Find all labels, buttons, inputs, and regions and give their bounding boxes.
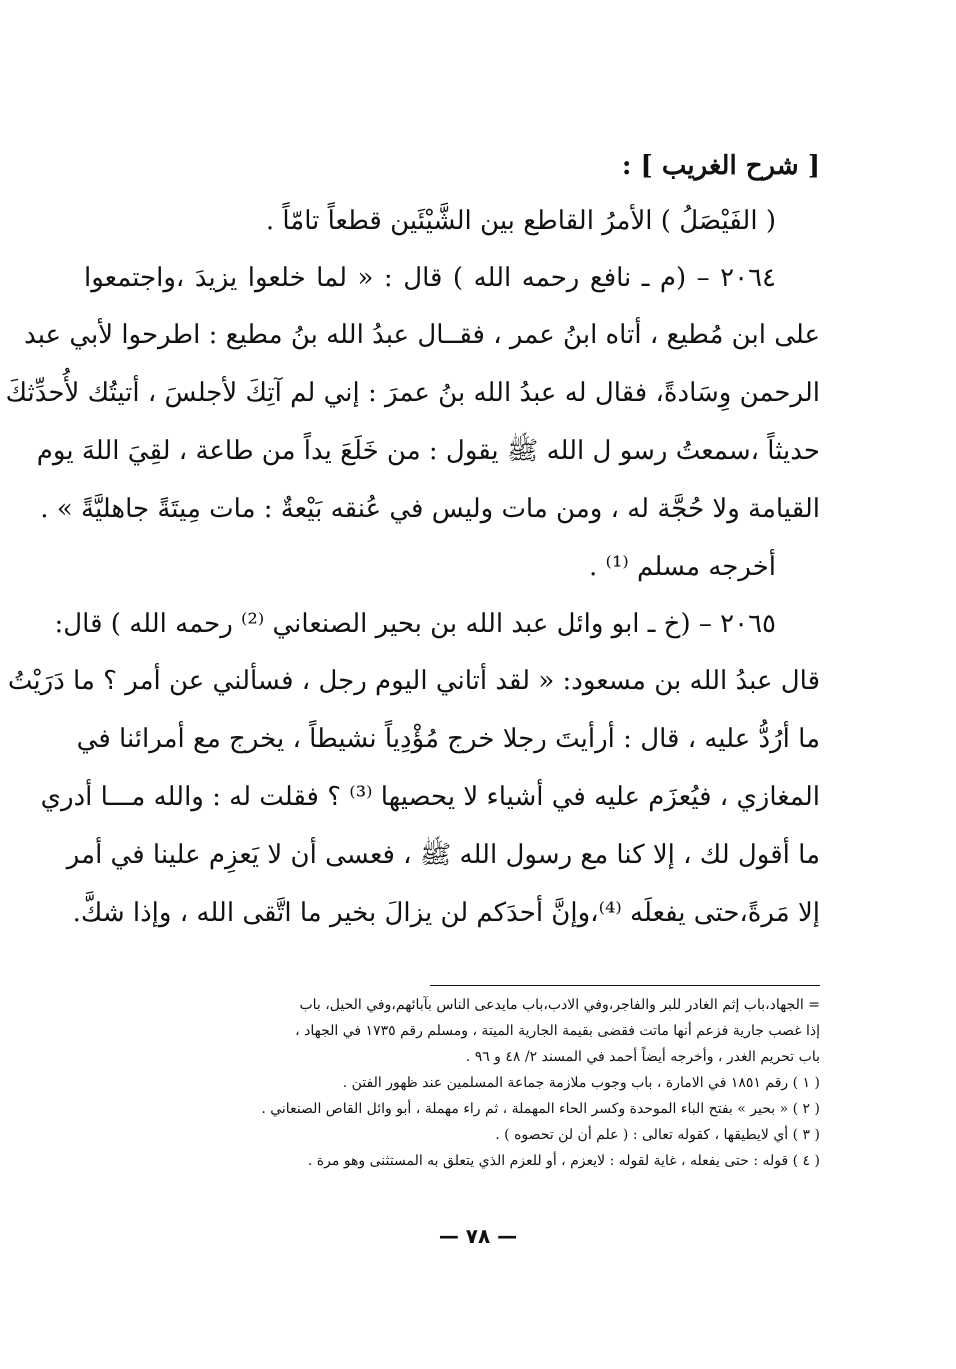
hadith-2065-line-2: قال عبدُ الله بن مسعود: « لقد أتاني اليوم رجل ، فسألني عن أمر ؟ ما دَرَيْتُ <box>7 666 820 696</box>
gloss-definition: ( الفَيْصَلُ ) الأمرُ القاطع بين الشَّيْئَين قطعاً تامّاً . <box>265 206 776 236</box>
footnote-2: ( ٢ ) « بحير » بفتح الباء الموحدة وكسر الحاء المهملة ، ثم راء مهملة ، أبو وائل القاص الصنعاني . <box>261 1101 820 1117</box>
main-text <box>5 140 820 942</box>
footnote-continuation-3: باب تحريم الغدر ، وأخرجه أيضاً أحمد في المسند ٢/ ٤٨ و ٩٦ . <box>465 1049 820 1065</box>
hadith-2064 <box>5 250 820 596</box>
footnote-continuation-2: إذا غصب جارية فزعم أنها ماتت فقضى بقيمة الجارية الميتة ، ومسلم رقم ١٧٣٥ في الجهاد ، <box>295 1023 820 1039</box>
hadith-2065-line-3: ما أرُدُّ عليه ، قال : أرأيتَ رجلا خرج مُؤْدِياً نشيطاً ، يخرج مع أمرائنا في <box>76 724 820 754</box>
hadith-2064-source: أخرجه مسلم ⁽¹⁾ . <box>589 552 776 582</box>
footnotes <box>130 992 820 1174</box>
page-number: — ٧٨ — <box>438 1224 518 1248</box>
hadith-2064-line-2: على ابن مُطيع ، أتاه ابنُ عمر ، فقــال عبدُ الله بنُ مطيع : اطرحوا لأبي عبد <box>24 320 820 350</box>
footnote-1: ( ١ ) رقم ١٨٥١ في الامارة ، باب وجوب ملازمة جماعة المسلمين عند ظهور الفتن . <box>342 1075 820 1091</box>
hadith-2065-line-4: المغازي ، فيُعزَم عليه في أشياء لا يحصيها ⁽³⁾ ؟ فقلت له : والله مـــا أدري <box>40 782 820 812</box>
hadith-2065-line-1: ٢٠٦٥ – (خ ـ ابو وائل عبد الله بن بحير الصنعاني ⁽²⁾ رحمه الله ) قال: <box>54 609 776 639</box>
gloss-heading: [ شرح الغريب ] : <box>621 151 820 181</box>
footnote-3: ( ٣ ) أي لايطيقها ، كقوله تعالى : ( علم أن لن تحصوه ) . <box>495 1127 820 1143</box>
footnote-continuation-1: = الجهاد،باب إثم الغادر للبر والفاجر،وفي الادب،باب مايدعى الناس بآبائهم،وفي الحيل، باب <box>299 997 820 1013</box>
footnote-4: ( ٤ ) قوله : حتى يفعله ، غاية لقوله : لايعزم ، أو للعزم الذي يتعلق به المستثنى وهو مرة . <box>307 1153 820 1169</box>
footnote-divider <box>430 985 820 986</box>
hadith-2064-line-1: ٢٠٦٤ – (م ـ نافع رحمه الله ) قال : « لما خلعوا يزيدَ ،واجتمعوا <box>84 263 776 293</box>
hadith-2065-line-5: ما أقول لك ، إلا كنا مع رسول الله ﷺ ، فعسى أن لا يَعزِم علينا في أمر <box>66 840 820 870</box>
hadith-2064-line-5: القيامة ولا حُجَّة له ، ومن مات وليس في عُنقه بَيْعةٌ : مات مِيتَةً جاهليَّةً » . <box>40 494 820 524</box>
hadith-2064-line-4: حديثاً ،سمعتُ رسو ل الله ﷺ يقول : من خَلَعَ يداً من طاعة ، لقِيَ اللهَ يوم <box>36 436 820 466</box>
hadith-2064-line-3: الرحمن وِسَادةً، فقال له عبدُ الله بنُ عمرَ : إني لم آتِكَ لأجلسَ ، أتيتُك لأُحدِّثكَ <box>5 378 820 408</box>
hadith-2065-line-6: إلا مَرةً،حتى يفعلَه ⁽⁴⁾،وإنَّ أحدَكم لن يزالَ بخير ما اتَّقى الله ، وإذا شكَّ. <box>72 898 820 928</box>
hadith-2065 <box>7 596 820 942</box>
